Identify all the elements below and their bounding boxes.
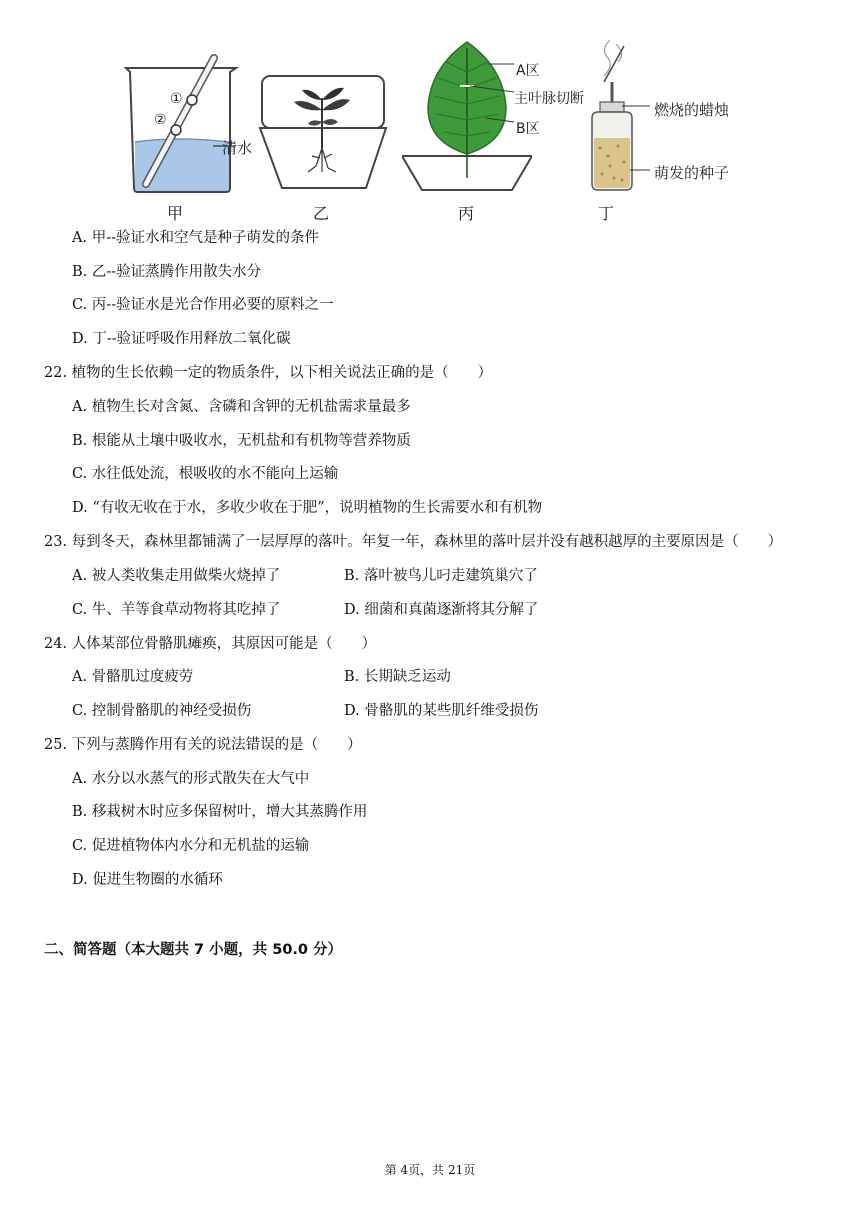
figure-jia (118, 38, 268, 223)
label-zone-a: A区 (516, 63, 540, 79)
q22-option-a: A. 植物生长对含氮、含磷和含钾的无机盐需求量最多 (72, 399, 411, 415)
q24-option-b: B. 长期缺乏运动 (344, 669, 451, 685)
q25-option-b: B. 移栽树木时应多保留树叶，增大其蒸腾作用 (72, 804, 368, 820)
label-zone-b: B区 (516, 121, 540, 137)
q22-stem: 22. 植物的生长依赖一定的物质条件，以下相关说法正确的是（ ） (44, 365, 493, 381)
potted-plant-illustration (258, 38, 388, 198)
label-main-vein-cut: 主叶脉切断 (514, 91, 584, 107)
page-footer: 第 4页，共 21页 (384, 1163, 476, 1177)
q24-option-d: D. 骨骼肌的某些肌纤维受损伤 (344, 703, 539, 719)
q24-stem: 24. 人体某部位骨骼肌瘫痪，其原因可能是（ ） (44, 636, 377, 652)
q25-option-a: A. 水分以水蒸气的形式散失在大气中 (72, 771, 310, 787)
marker-2: ② (154, 112, 167, 128)
q21-option-c: C. 丙--验证水是光合作用必要的原料之一 (72, 297, 334, 313)
marker-1: ① (170, 91, 183, 107)
q21-option-a: A. 甲--验证水和空气是种子萌发的条件 (72, 230, 319, 246)
label-germinating-seeds: 萌发的种子 (654, 164, 730, 182)
caption-jia: 甲 (167, 204, 184, 223)
q23-option-c: C. 牛、羊等食草动物将其吃掉了 (72, 602, 281, 618)
figure-yi (258, 38, 388, 223)
caption-yi: 乙 (313, 204, 330, 223)
q24-option-c: C. 控制骨骼肌的神经受损伤 (72, 703, 252, 719)
q23-option-a: A. 被人类收集走用做柴火烧掉了 (72, 568, 281, 584)
q21-option-b: B. 乙--验证蒸腾作用散失水分 (72, 264, 262, 280)
q25-option-d: D. 促进生物圈的水循环 (72, 872, 223, 888)
q24-option-a: A. 骨骼肌过度疲劳 (72, 669, 194, 685)
leaf-illustration (402, 38, 532, 198)
q22-option-d: D. “有收无收在于水，多收少收在于肥”，说明植物的生长需要水和有机物 (72, 500, 543, 516)
section-title: 二、简答题（本大题共 7 小题，共 50.0 分） (44, 942, 343, 958)
experiment-figures (0, 38, 860, 223)
caption-bing: 丙 (458, 204, 475, 223)
q23-stem: 23. 每到冬天，森林里都铺满了一层厚厚的落叶。年复一年，森林里的落叶层并没有越积越厚的主要原因是（ ） (44, 534, 783, 550)
label-burning-candle: 燃烧的蜡烛 (654, 101, 730, 119)
beaker-illustration (118, 38, 268, 198)
q23-option-b: B. 落叶被鸟儿叼走建筑巢穴了 (344, 568, 538, 584)
label-water: 清水 (222, 139, 253, 157)
q21-option-d: D. 丁--验证呼吸作用释放二氧化碳 (72, 331, 291, 347)
figure-ding (580, 38, 750, 223)
q25-option-c: C. 促进植物体内水分和无机盐的运输 (72, 838, 310, 854)
figure-bing (402, 38, 592, 223)
q25-stem: 25. 下列与蒸腾作用有关的说法错误的是（ ） (44, 737, 362, 753)
q22-option-c: C. 水往低处流，根吸收的水不能向上运输 (72, 466, 339, 482)
q23-option-d: D. 细菌和真菌逐渐将其分解了 (344, 602, 539, 618)
q22-option-b: B. 根能从土壤中吸收水，无机盐和有机物等营养物质 (72, 433, 411, 449)
caption-ding: 丁 (598, 204, 615, 223)
